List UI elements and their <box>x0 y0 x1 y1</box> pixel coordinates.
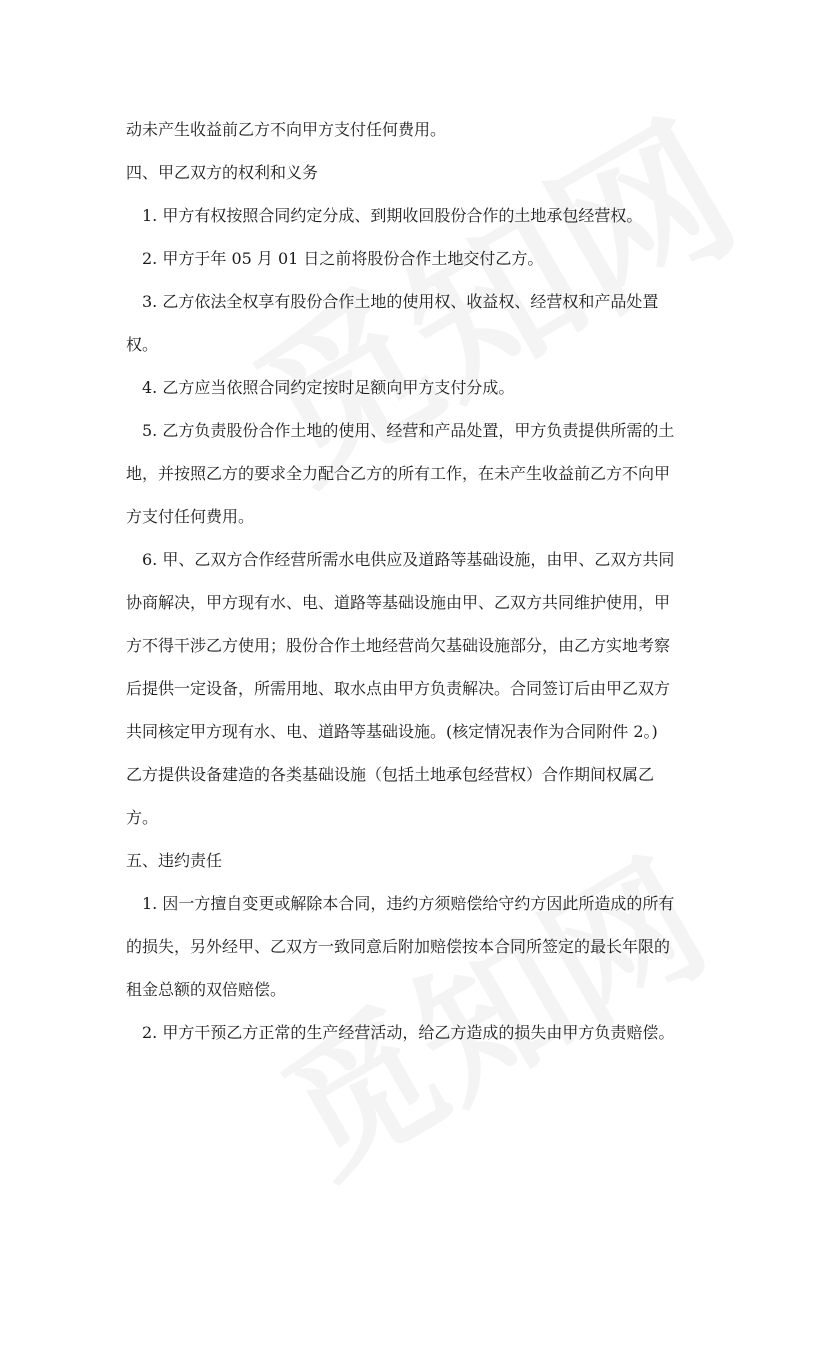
text-line: 共同核定甲方现有水、电、道路等基础设施。(核定情况表作为合同附件 2。) <box>126 722 658 741</box>
section-heading-4: 四、甲乙双方的权利和义务 <box>126 163 319 182</box>
clause-4-3: 3. 乙方依法全权享有股份合作土地的使用权、收益权、经营权和产品处置 <box>142 292 659 311</box>
clause-5-1: 1. 因一方擅自变更或解除本合同，违约方须赔偿给守约方因此所造成的所有 <box>142 894 675 913</box>
text-line: 动未产生收益前乙方不向甲方支付任何费用。 <box>126 120 447 139</box>
text-line: 方。 <box>126 808 159 827</box>
text-line: 方不得干涉乙方使用；股份合作土地经营尚欠基础设施部分，由乙方实地考察 <box>126 636 671 655</box>
clause-4-1: 1. 甲方有权按照合同约定分成、到期收回股份合作的土地承包经营权。 <box>142 206 643 225</box>
text-line: 租金总额的双倍赔偿。 <box>126 980 287 999</box>
text-line: 的损失，另外经甲、乙双方一致同意后附加赔偿按本合同所签定的最长年限的 <box>126 937 671 956</box>
clause-4-5: 5. 乙方负责股份合作土地的使用、经营和产品处置，甲方负责提供所需的土 <box>142 421 675 440</box>
clause-4-4: 4. 乙方应当依照合同约定按时足额向甲方支付分成。 <box>142 378 515 397</box>
clause-4-6: 6. 甲、乙双方合作经营所需水电供应及道路等基础设施，由甲、乙双方共同 <box>142 550 675 569</box>
text-line: 方支付任何费用。 <box>126 507 255 526</box>
section-heading-5: 五、违约责任 <box>126 851 223 870</box>
text-line: 权。 <box>126 335 159 354</box>
text-line: 协商解决，甲方现有水、电、道路等基础设施由甲、乙双方共同维护使用，甲 <box>126 593 671 612</box>
clause-5-2: 2. 甲方干预乙方正常的生产经营活动，给乙方造成的损失由甲方负责赔偿。 <box>142 1023 675 1042</box>
text-line: 乙方提供设备建造的各类基础设施（包括土地承包经营权）合作期间权属乙 <box>126 765 655 784</box>
clause-4-2: 2. 甲方于年 05 月 01 日之前将股份合作土地交付乙方。 <box>142 249 544 268</box>
text-line: 后提供一定设备，所需用地、取水点由甲方负责解决。合同签订后由甲乙双方 <box>126 679 671 698</box>
document-page <box>126 108 706 1054</box>
text-line: 地，并按照乙方的要求全力配合乙方的所有工作，在未产生收益前乙方不向甲 <box>126 464 671 483</box>
